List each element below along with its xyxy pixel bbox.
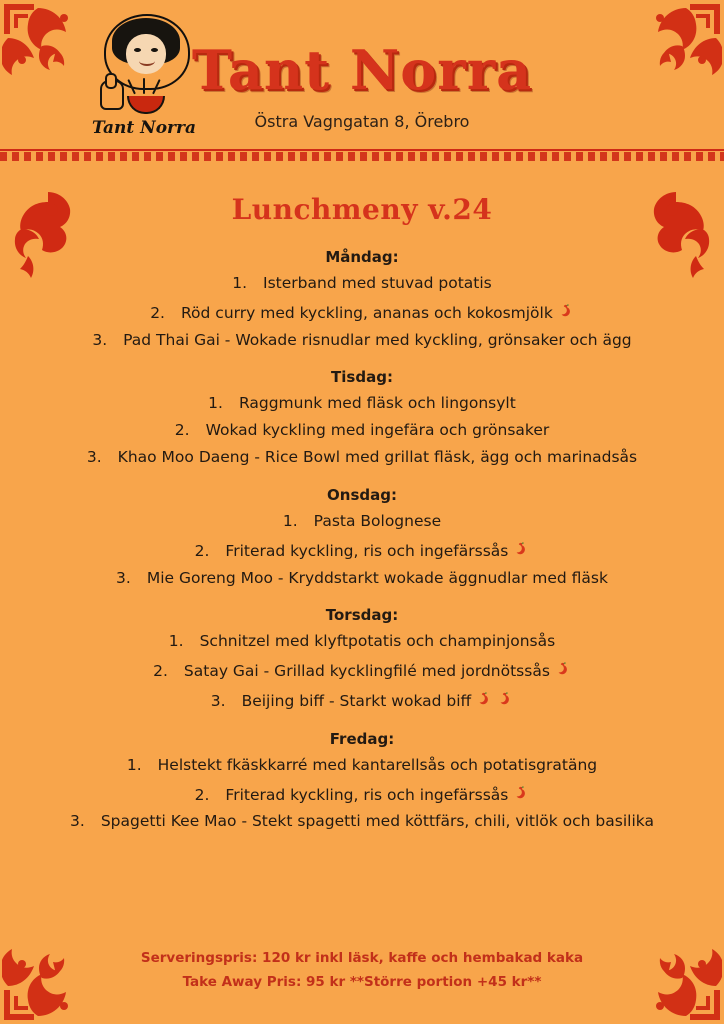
chili-pepper-icon [558,303,574,324]
price-footer [0,950,724,998]
menu-item-number: 1. [282,511,298,530]
menu-item [48,690,676,711]
menu-item-number: 2. [150,303,165,322]
menu-item-text: Raggmunk med fläsk och lingonsylt [238,394,516,413]
menu-item-number: 2. [194,541,210,560]
day-block [48,486,676,587]
restaurant-address: Östra Vagngatan 8, Örebro [254,112,470,131]
menu-item-number: 1. [168,632,184,651]
menu-item [48,540,676,561]
header-divider-pattern [0,152,724,161]
menu-item-text: Friterad kyckling, ris och ingefärssås [225,541,509,560]
menu-item [48,570,676,588]
menu-item-number: 1. [126,755,142,774]
menu-item-text: Isterband med stuvad potatis [263,274,492,292]
menu-item-text: Wokad kyckling med ingefära och grönsaker [205,421,550,440]
page-header [0,0,724,158]
menu-item-number: 3. [210,691,226,710]
menu-item-text: Friterad kyckling, ris och ingefärssås [225,785,509,804]
menu-item-text: Khao Moo Daeng - Rice Bowl med grillat fläsk, ägg och marinadsås [117,448,638,467]
chili-pepper-icon [555,661,571,682]
day-name: Fredag: [329,729,395,748]
day-name: Torsdag: [325,606,399,625]
logo-wordmark: Tant Norra [92,118,196,138]
chili-pepper-icon [476,691,492,712]
day-name: Måndag: [325,248,399,266]
menu-item-number: 2. [153,662,168,681]
menu-item [48,275,676,293]
day-block [48,606,676,710]
day-block [48,368,676,466]
day-block [48,248,676,349]
menu-item-text: Satay Gai - Grillad kycklingfilé med jordnötssås [183,662,550,681]
header-divider-line [0,149,724,151]
takeaway-price-text: Take Away Pris: 95 kr **Större portion +45 kr** [182,974,542,990]
menu-item-number: 1. [208,394,223,413]
menu-item [48,784,676,805]
menu-item-number: 2. [194,785,210,804]
menu-item-number: 3. [116,568,131,587]
menu-item-text: Röd curry med kyckling, ananas och kokosmjölk [180,303,553,322]
menu-item-number: 2. [174,421,190,440]
serving-price-text: Serveringspris: 120 kr inkl läsk, kaffe och hembakad kaka [140,950,584,966]
menu-heading: Lunchmeny v.24 [231,193,493,226]
menu-item-text: Pad Thai Gai - Wokade risnudlar med kyckling, grönsaker och ägg [123,330,632,349]
chili-pepper-icon [513,785,529,806]
menu-item-number: 3. [70,812,85,831]
menu-item-number: 3. [86,448,102,467]
menu-item-text: Schnitzel med klyftpotatis och champinjonsås [199,632,556,651]
day-name: Onsdag: [327,485,397,504]
menu-item [48,813,676,831]
menu-item [48,395,676,413]
page-title: Tant Norra [191,38,533,102]
menu-list [48,248,676,850]
menu-item-text: Mie Goreng Moo - Kryddstarkt wokade äggnudlar med fläsk [146,568,608,587]
menu-item [48,660,676,681]
menu-item [48,757,676,775]
menu-item [48,332,676,350]
menu-item [48,513,676,531]
day-block [48,730,676,831]
chili-pepper-icon [513,541,529,562]
menu-item-number: 1. [232,274,248,292]
menu-item [48,633,676,651]
menu-item [48,422,676,440]
chili-pepper-icon [497,691,513,712]
menu-item-text: Beijing biff - Starkt wokad biff [241,691,472,710]
day-name: Tisdag: [331,368,393,387]
menu-item-number: 3. [92,330,108,349]
menu-item-text: Spagetti Kee Mao - Stekt spagetti med köttfärs, chili, vitlök och basilika [100,812,654,831]
menu-item-text: Helstekt fkäskkarré med kantarellsås och potatisgratäng [157,755,598,774]
menu-item [48,449,676,467]
menu-item-text: Pasta Bolognese [313,511,442,530]
menu-item [48,302,676,323]
